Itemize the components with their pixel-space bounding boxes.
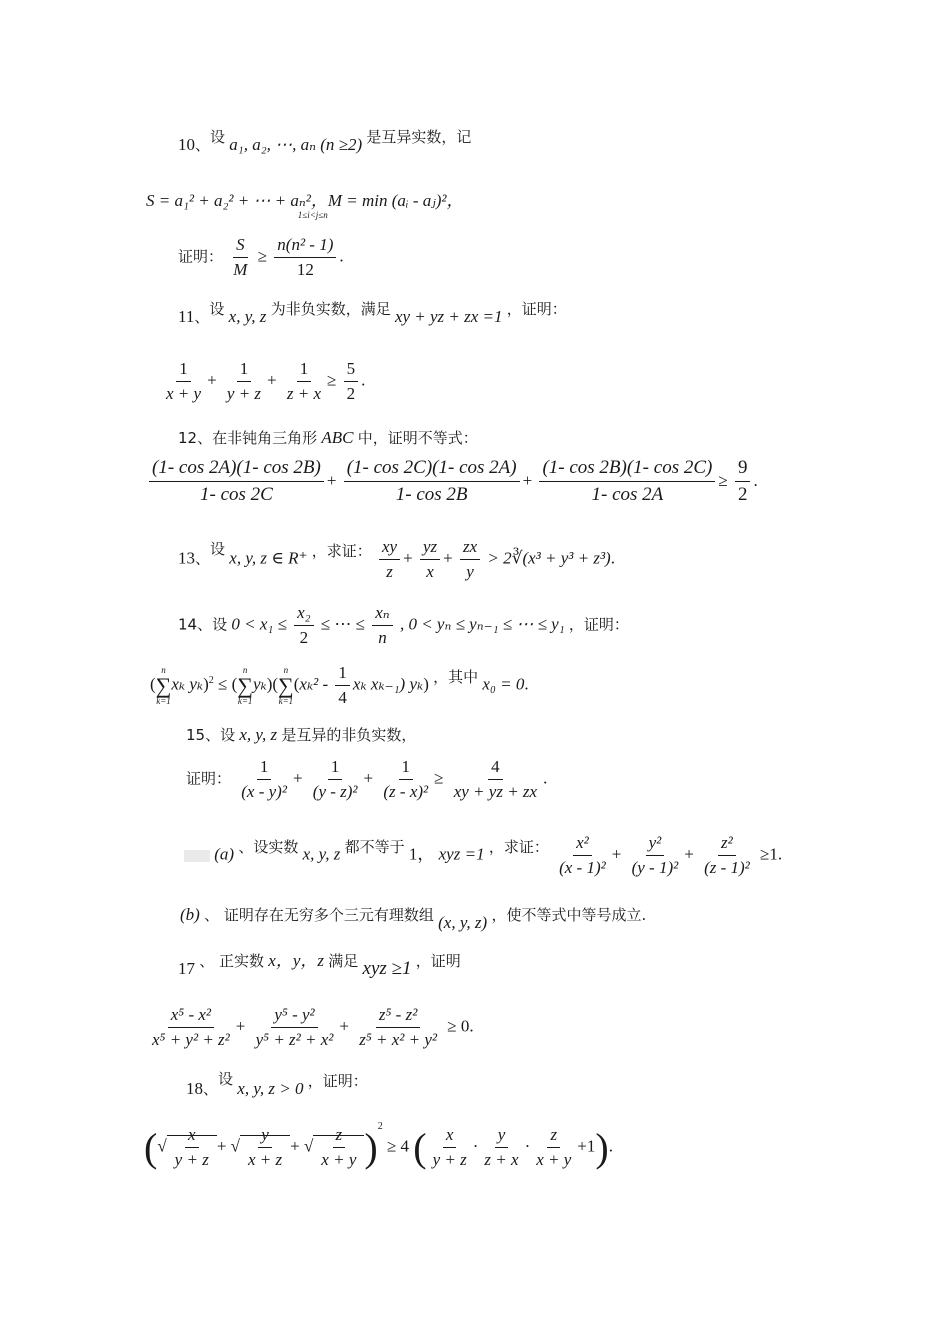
problem-14-header: 14、设 0 < x₁ ≤ $\frac{\text{x₂}}{2}$ ≤ ⋯ ≤ $\frac{\text{xₙ}}{n}$ , 0 < yₙ ≤ yₙ₋₁ ≤ ⋯ ≤ y₁ ，证明： — [178, 603, 629, 647]
problem-11-header: 11、设 x, y, z 为非负实数，满足 xy + yz + zx =1 ，证明： — [178, 300, 567, 326]
variables: a₁, a₂, ⋯, aₙ (n ≥2) — [229, 135, 363, 154]
problem-16b: (b) 、 证明存在无穷多个三元有理数组 (x, y, z) ，使不等式中等号成立. — [180, 905, 647, 932]
problem-17-header: 17 、 正实数 x，y，z 满足 xyz ≥1 ，证明 — [178, 951, 461, 979]
problem-15-header: 15、设 x, y, z 是互异的非负实数， — [186, 725, 417, 744]
problem-11-inequality: $\frac{1}{x + y}$ + $\frac{1}{y + z}$ + $\frac{1}{z + x}$ ≥ $\frac{5}{2}$ . — [166, 359, 366, 403]
problem-10-header: 10、设 a₁, a₂, ⋯, aₙ (n ≥2) 是互异实数，记 — [178, 128, 472, 154]
problem-13: 13、设 x, y, z ∈ R⁺ ，求证： $\frac{xy}{z}$ + $\frac{yz}{x}$ + $\frac{zx}{y}$ > 2∛(x³ + y³ + z³). — [178, 537, 615, 581]
problem-10-claim: 证明： $\frac{S}{M}$ ≥ $\frac{\text{n(n² - 1)}}{12}$ . — [178, 235, 344, 279]
problem-16-number-mark — [184, 850, 210, 862]
problem-16a: (a) 、设实数 x, y, z 都不等于 1， xyz =1 ，求证： $\frac{\text{x²}}{\text{(x - 1)²}}$ + $\frac{\text{y²}}{\text{(y - 1)²}}$ + $\frac{\text{z²}}{\text{(z - 1)²}}$ ≥1. — [184, 834, 782, 877]
problem-number: 10 — [178, 135, 195, 154]
problem-17-inequality: $\frac{\text{x⁵ - x²}}{\text{x⁵ + y² + z²}}$ + $\frac{\text{y⁵ - y²}}{\text{y⁵ + z² + x²}}$ + $\frac{\text{z⁵ - z²}}{\text{z⁵ + x² + y²}}$ ≥ 0. — [152, 1005, 474, 1049]
problem-12-inequality: $\frac{(1- \cos 2A)(1- \cos 2B)}{1- \cos 2C}$ + $\frac{(1- \cos 2C)(1- \cos 2A)}{1- \cos 2B}$ + $\frac{(1- \cos 2B)(1- \cos 2C)}{1- \cos 2A}$ ≥ $\frac{9}{2}$ . — [146, 458, 758, 506]
problem-14-inequality: ( n ∑ k=1 xₖ yₖ)$^2$ ≤ ( n ∑ k=1 yₖ)( n ∑ k=1 (xₖ² - $\frac{1}{4}$ xₖ xₖ₋₁) yₖ) ，其中 x₀ = 0. — [150, 663, 529, 707]
problem-18-inequality: (√ $\frac{x}{y + z}$ + √ $\frac{y}{x + z}$ + √ $\frac{z}{x + y}$ )$^2$ ≥ 4 ( $\frac{x}{y + z}$ · $\frac{y}{z + x}$ · $\frac{z}{x + y}$ +1). — [144, 1120, 613, 1170]
problem-18-header: 18、设 x, y, z > 0 ，证明： — [186, 1070, 368, 1098]
problem-12-header: 12、在非钝角三角形 ABC 中，证明不等式： — [178, 428, 478, 447]
problem-10-definitions: S = a₁² + a₂² + ⋯ + aₙ²，M = min (aᵢ - aⱼ)²， $_{1\le i<j\le n}$ — [146, 191, 464, 220]
problem-15-inequality: 证明： $\frac{1}{\text{(x - y)²}}$ + $\frac{1}{\text{(y - z)²}}$ + $\frac{1}{\text{(z - x)²}}$ ≥ $\frac{4}{xy + yz + zx}$ . — [186, 757, 548, 801]
